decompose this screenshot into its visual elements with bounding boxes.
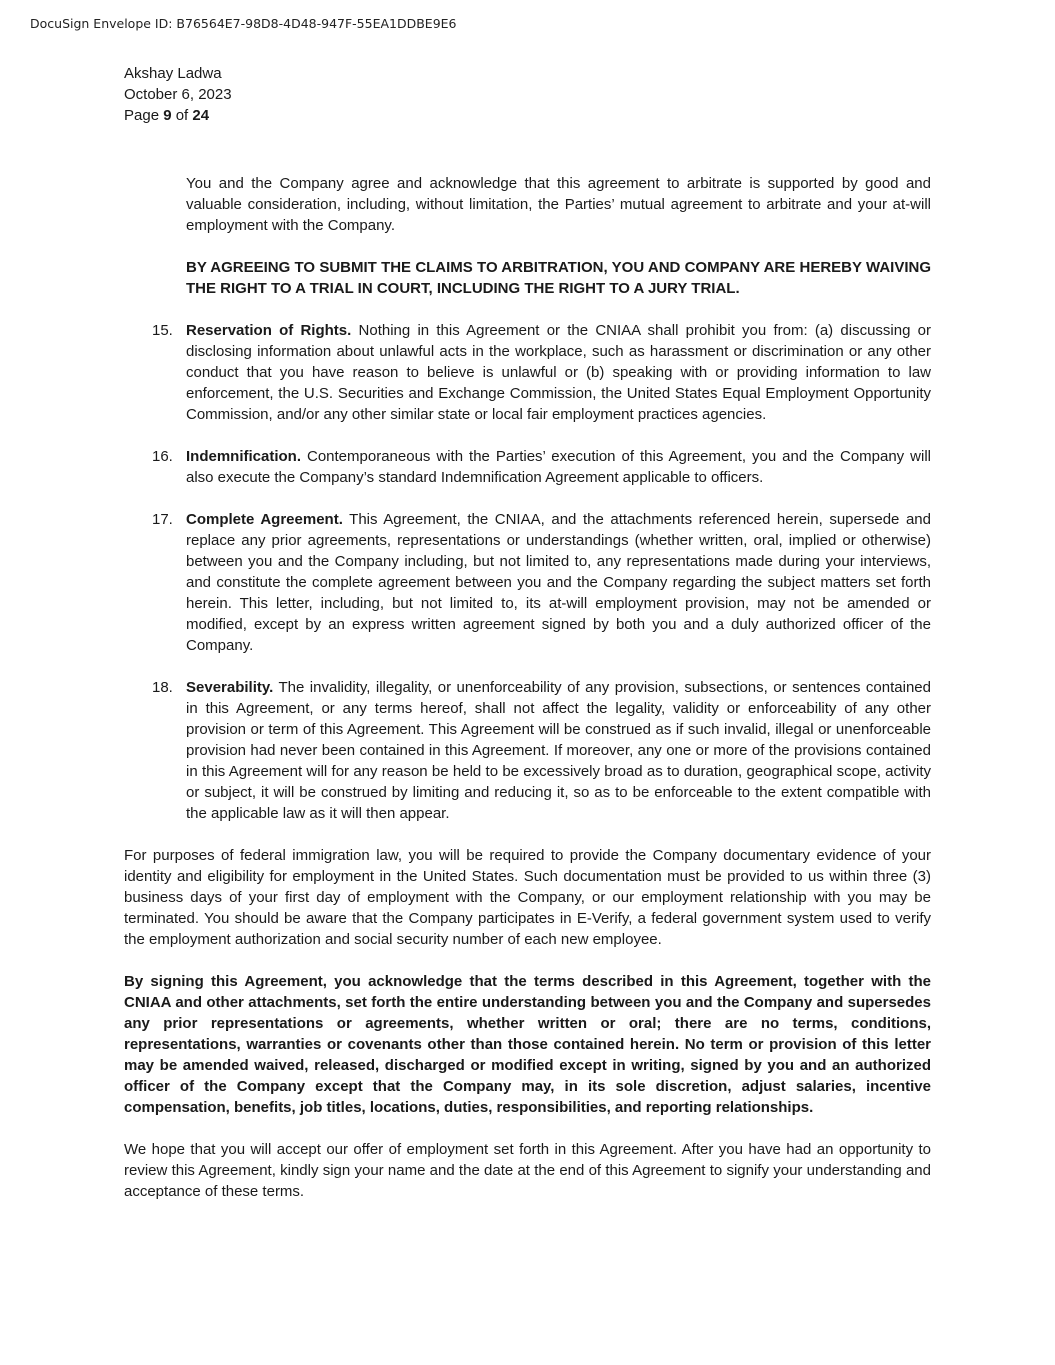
section-title: Reservation of Rights. [186, 322, 352, 339]
section-title: Complete Agreement. [186, 511, 343, 528]
arbitration-consideration: You and the Company agree and acknowledge that this agreement to arbitrate is supported by good and valuable consideration, including, without limitation, the Parties’ mutual agreement to arbitrate and your at-will employment with the Company. [186, 175, 931, 234]
closing-paragraph: We hope that you will accept our offer of employment set forth in this Agreement. After you have had an opportunity to review this Agreement, kindly sign your name and the date at the end of this Agreement to signify your understanding and acceptance of these terms. [124, 1141, 931, 1200]
letter-date: October 6, 2023 [124, 86, 232, 103]
section-title: Indemnification. [186, 448, 302, 465]
section-number: 18. [152, 679, 173, 696]
docusign-envelope-id: DocuSign Envelope ID: B76564E7-98D8-4D48-947F-55EA1DDBE9E6 [30, 16, 457, 31]
section-text: Contemporaneous with the Parties’ execution of this Agreement, you and the Company will also execute the Company’s standard Indemnification Agreement applicable to officers. [186, 448, 931, 486]
section-15 [152, 320, 931, 425]
section-16 [152, 446, 931, 488]
page-of: of [171, 107, 193, 124]
page-total: 24 [192, 107, 210, 124]
section-18 [152, 677, 931, 824]
section-number: 17. [152, 511, 173, 528]
page-indicator [124, 105, 232, 126]
section-text: This Agreement, the CNIAA, and the attachments referenced herein, supersede and replace any prior agreements, representations or understandings (whether written, oral, implied or otherwise) between you and the Company including, but not limited to, any representations made during your interviews, and constitute the complete agreement between you and the Company regarding the subject matters set forth herein. This letter, including, but not limited to, its at-will employment provision, may not be amended or modified, except by an express written agreement signed by both you and a duly authorized officer of the Company. [186, 511, 931, 654]
section-text: The invalidity, illegality, or unenforceability of any provision, subsections, or sentences contained in this Agreement, or any terms hereof, shall not affect the legality, validity or enforceability of any other provision or term of this Agreement. This Agreement will be construed as if such invalid, illegal or unenforceable provision had never been contained in this Agreement. If moreover, any one or more of the provisions contained in this Agreement will for any reason be held to be excessively broad as to duration, geographical scope, activity or subject, it will be construed by limiting and reducing it, so as to be enforceable to the extent compatible with the applicable law as it will then appear. [186, 679, 931, 822]
immigration-paragraph: For purposes of federal immigration law, you will be required to provide the Company documentary evidence of your identity and eligibility for employment in the United States. Such documentation must be provided to us within three (3) business days of your first day of employment with the Company, or our employment relationship with you may be terminated. You should be aware that the Company participates in E-Verify, a federal government system used to verify the employment authorization and social security number of each new employee. [124, 847, 931, 948]
section-title: Severability. [186, 679, 274, 696]
recipient-name: Akshay Ladwa [124, 65, 222, 82]
section-text: Nothing in this Agreement or the CNIAA shall prohibit you from: (a) discussing or disclosing information about unlawful acts in the workplace, such as harassment or discrimination or any other conduct that you have reason to believe is unlawful or (b) speaking with or providing information to law enforcement, the U.S. Securities and Exchange Commission, the United States Equal Employment Opportunity Commission, and/or any other similar state or local fair employment practices agencies. [186, 322, 931, 423]
page-prefix: Page [124, 107, 164, 124]
arbitration-waiver: BY AGREEING TO SUBMIT THE CLAIMS TO ARBITRATION, YOU AND COMPANY ARE HEREBY WAIVING THE RIGHT TO A TRIAL IN COURT, INCLUDING THE RIGHT TO A JURY TRIAL. [186, 259, 931, 297]
section-number: 16. [152, 448, 173, 465]
letter-header [124, 63, 232, 126]
section-17 [152, 509, 931, 656]
page-current: 9 [163, 107, 172, 124]
document-body [124, 173, 931, 1223]
section-number: 15. [152, 322, 173, 339]
acknowledgment-paragraph: By signing this Agreement, you acknowledge that the terms described in this Agreement, together with the CNIAA and other attachments, set forth the entire understanding between you and the Company and supersedes any prior representations or agreements, whether written or oral; there are no terms, conditions, representations, warranties or covenants other than those contained herein. No term or provision of this letter may be amended waived, released, discharged or modified except in writing, signed by you and an authorized officer of the Company except that the Company may, in its sole discretion, adjust salaries, incentive compensation, benefits, job titles, locations, duties, responsibilities, and reporting relationships. [124, 973, 931, 1116]
